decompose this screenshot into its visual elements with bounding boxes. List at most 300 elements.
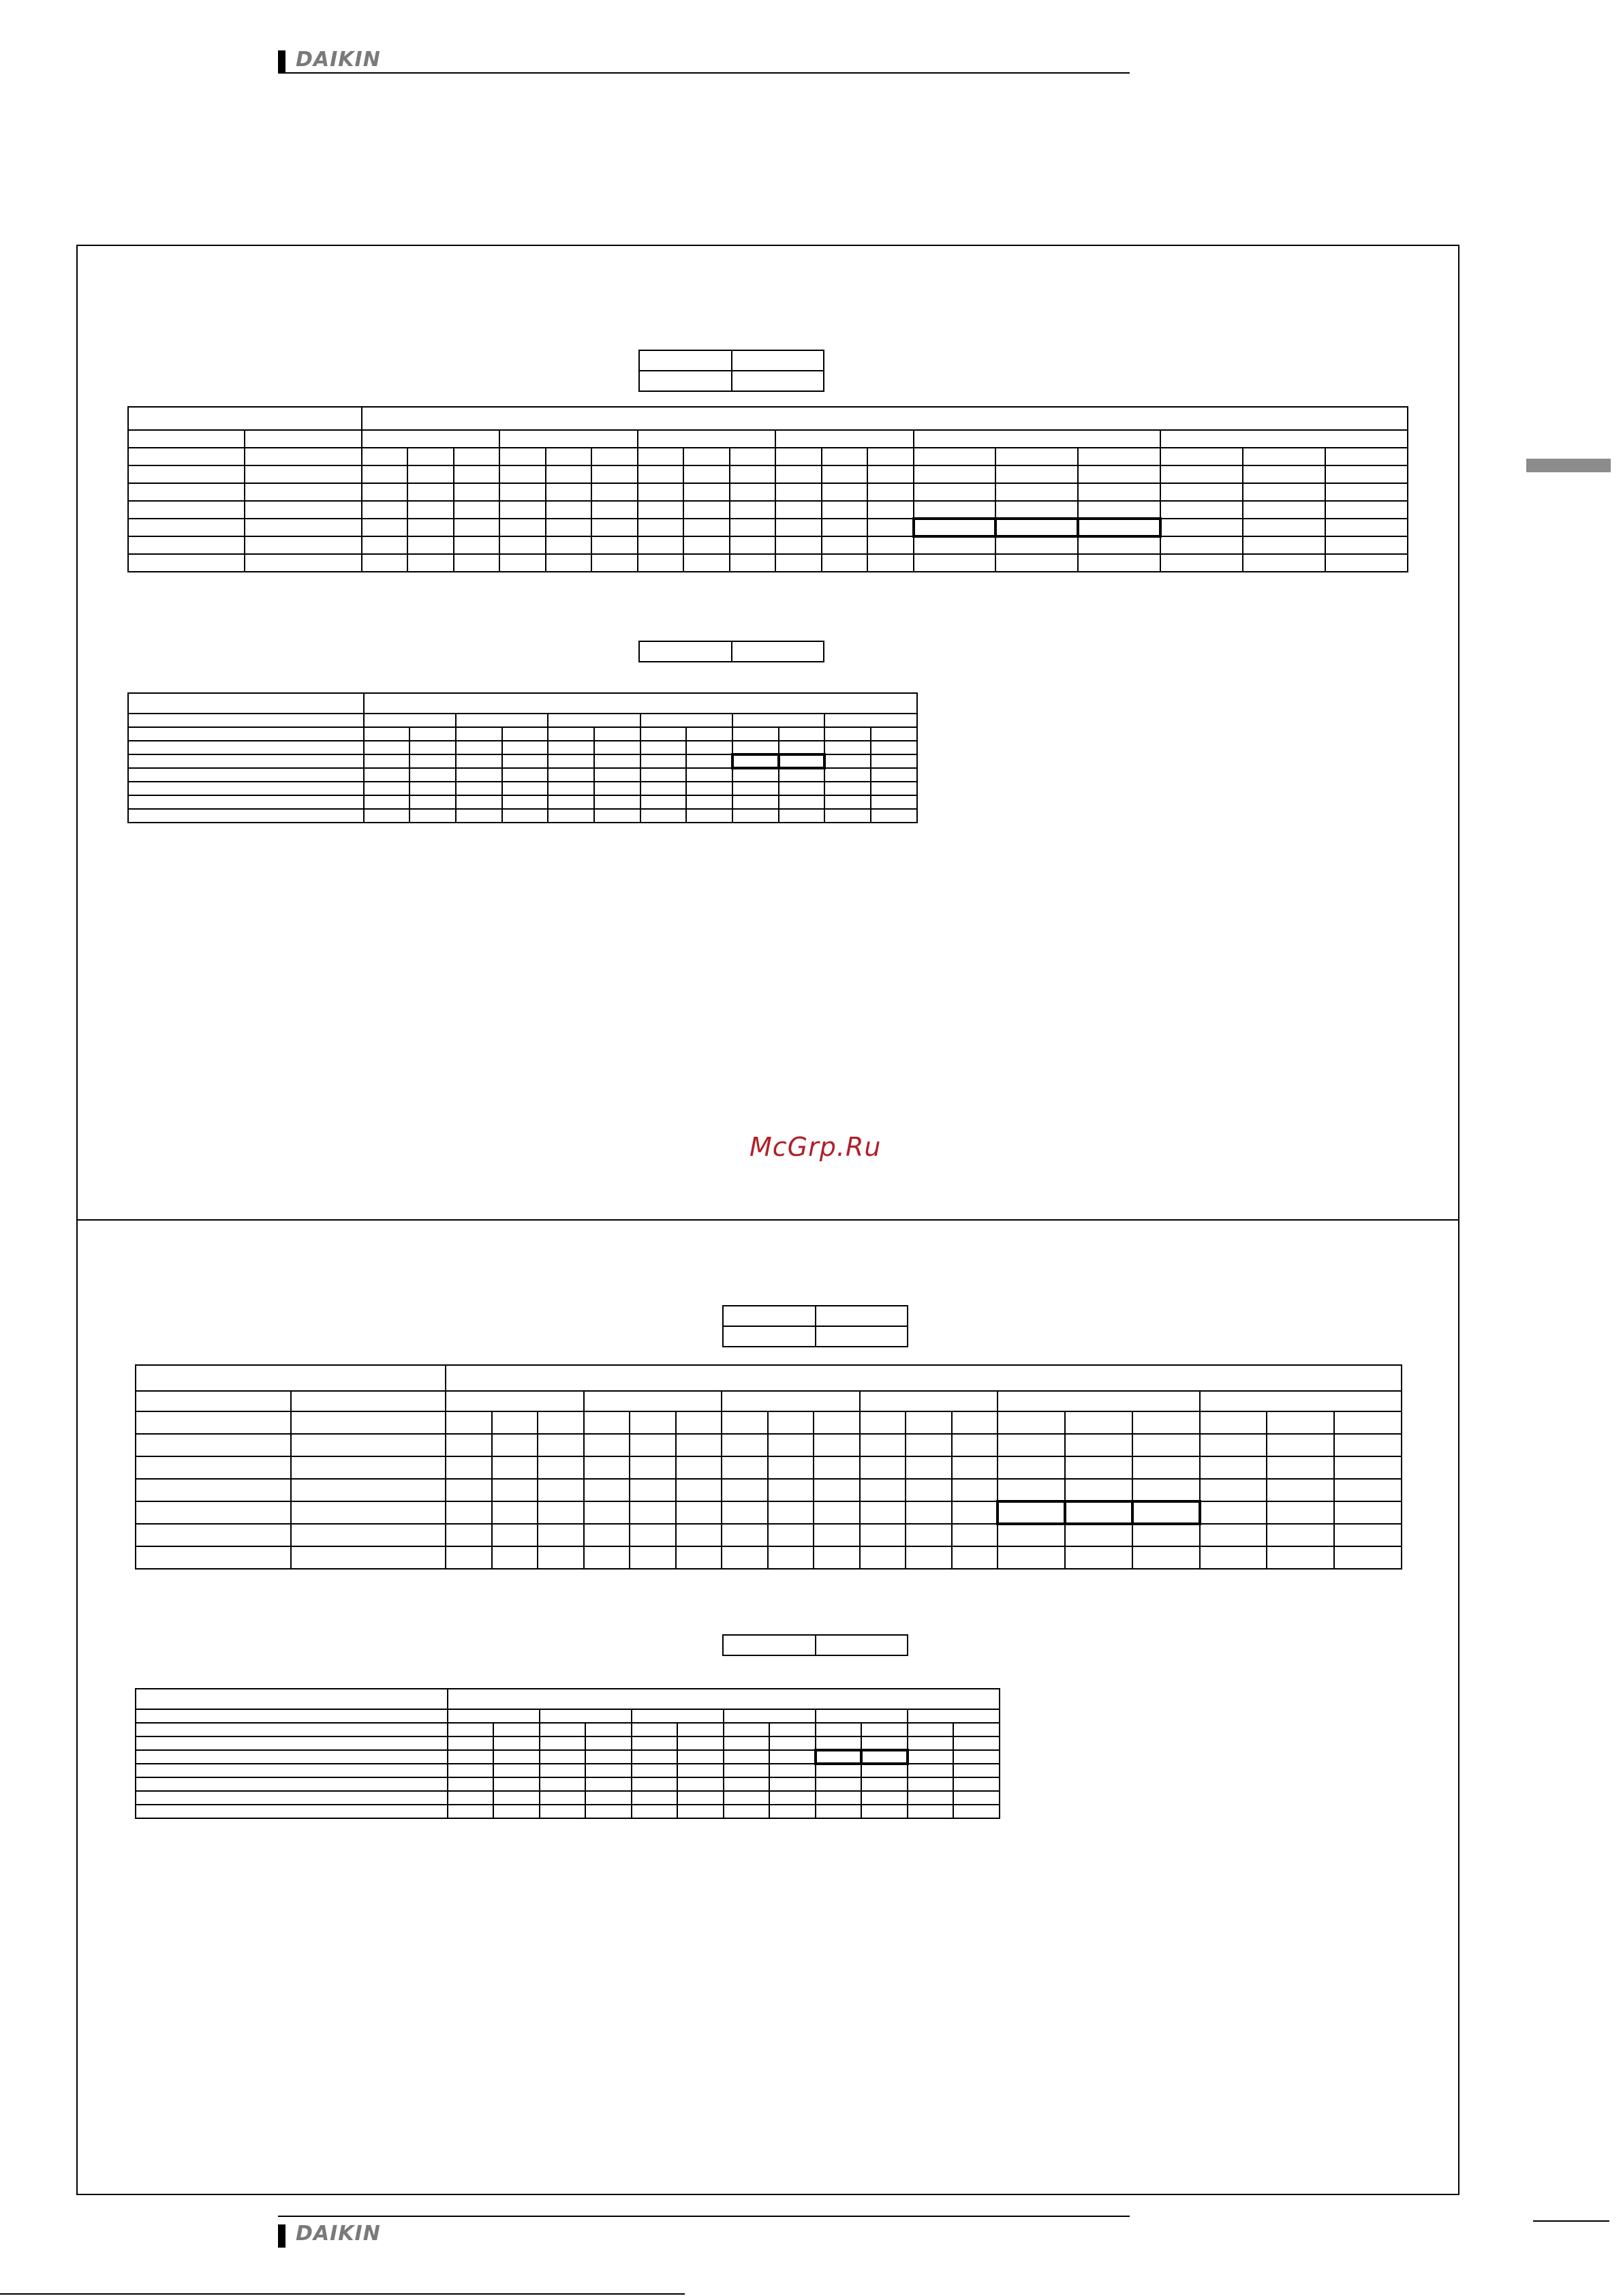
table-cell — [769, 1736, 816, 1750]
table-row — [136, 1546, 1402, 1569]
table-cell — [860, 1479, 906, 1501]
table-cell — [952, 1501, 998, 1524]
table-cell — [548, 714, 640, 727]
table-cell — [953, 1750, 1000, 1764]
table-cell — [245, 554, 361, 572]
table-cell — [677, 1723, 724, 1736]
table-cell — [446, 1411, 492, 1434]
table-cell — [775, 465, 822, 483]
table-cell — [1132, 1546, 1200, 1569]
table-cell — [640, 809, 687, 823]
table-cell — [730, 501, 776, 519]
table-cell — [128, 693, 364, 714]
table-cell — [1243, 554, 1325, 572]
table-header-row — [128, 407, 1408, 430]
table-cell — [546, 501, 592, 519]
table-cell — [906, 1501, 952, 1524]
table-cell — [816, 1777, 862, 1791]
table-cell — [364, 809, 410, 823]
table-cell — [128, 768, 364, 782]
table-cell — [291, 1391, 446, 1411]
table-cell — [906, 1524, 952, 1546]
table-cell — [816, 1736, 862, 1750]
table-cell — [136, 1777, 448, 1791]
header-rule — [278, 72, 1130, 74]
table-cell — [362, 430, 500, 448]
table-cell — [448, 1791, 494, 1805]
table-cell — [867, 519, 914, 536]
table-cell — [871, 795, 917, 809]
table-cell — [1160, 536, 1243, 554]
table-cell — [1243, 519, 1325, 536]
table-cell — [867, 554, 914, 572]
table-cell — [1065, 1479, 1132, 1501]
table-cell — [136, 1411, 291, 1434]
table-cell — [456, 768, 502, 782]
table-row — [136, 1736, 1000, 1750]
table-cell — [732, 714, 824, 727]
table-cell — [638, 501, 684, 519]
table-cell — [1160, 501, 1243, 519]
table-cell — [732, 754, 779, 768]
table-cell — [632, 1723, 678, 1736]
table-cell — [638, 519, 684, 536]
table-cell — [779, 782, 825, 795]
table-cell — [454, 519, 500, 536]
table-cell — [1334, 1456, 1402, 1479]
table-cell — [493, 1805, 540, 1818]
table-cell — [584, 1479, 630, 1501]
table-cell — [407, 554, 454, 572]
table-cell — [953, 1736, 1000, 1750]
table-cell — [640, 714, 732, 727]
table-cell — [364, 754, 410, 768]
table-cell — [446, 1524, 492, 1546]
table-cell — [676, 1524, 722, 1546]
table-cell — [502, 741, 548, 754]
table-cell — [861, 1764, 908, 1777]
table-cell — [1132, 1411, 1200, 1434]
table-cell — [683, 519, 730, 536]
table-cell — [822, 465, 868, 483]
table-cell — [456, 754, 502, 768]
table-cell — [362, 554, 408, 572]
table-cell — [407, 465, 454, 483]
table-cell — [364, 727, 410, 741]
table-cell — [499, 430, 638, 448]
table-cell — [953, 1805, 1000, 1818]
table-cell — [448, 1736, 494, 1750]
table-cell — [861, 1791, 908, 1805]
table-cell — [871, 782, 917, 795]
table-cell — [1065, 1501, 1132, 1524]
table-cell — [540, 1736, 586, 1750]
table-cell — [952, 1456, 998, 1479]
table-cell — [492, 1434, 538, 1456]
table-row — [136, 1791, 1000, 1805]
table-cell — [908, 1736, 954, 1750]
table-cell — [548, 809, 594, 823]
table-cell — [409, 727, 456, 741]
table-cell — [364, 795, 410, 809]
table-cell — [1160, 448, 1243, 465]
table-cell — [953, 1723, 1000, 1736]
table-cell — [1200, 1456, 1267, 1479]
table-cell — [585, 1791, 632, 1805]
table-cell — [732, 727, 779, 741]
table-cell — [676, 1434, 722, 1456]
table-cell — [1200, 1501, 1267, 1524]
table-cell — [779, 795, 825, 809]
table-cell — [824, 768, 871, 782]
table-cell — [502, 795, 548, 809]
upper-capacity-table-2 — [127, 692, 918, 823]
table-cell — [683, 536, 730, 554]
table-cell — [867, 483, 914, 501]
table-cell — [632, 1750, 678, 1764]
table-cell — [676, 1546, 722, 1569]
table-cell — [867, 501, 914, 519]
table-cell — [906, 1434, 952, 1456]
table-cell — [1065, 1546, 1132, 1569]
table-cell — [769, 1764, 816, 1777]
table-cell — [454, 465, 500, 483]
table-cell — [585, 1736, 632, 1750]
table-cell — [630, 1411, 676, 1434]
table-cell — [768, 1456, 814, 1479]
table-cell — [499, 554, 546, 572]
table-cell — [1325, 483, 1408, 501]
table-cell — [914, 519, 996, 536]
table-cell — [245, 519, 361, 536]
table-cell — [995, 536, 1078, 554]
table-cell — [822, 519, 868, 536]
table-cell — [1078, 448, 1160, 465]
table-cell — [677, 1736, 724, 1750]
table-cell — [1200, 1524, 1267, 1546]
table-cell — [995, 554, 1078, 572]
table-cell — [814, 1456, 860, 1479]
table-cell — [769, 1750, 816, 1764]
table-cell — [632, 1791, 678, 1805]
table-cell — [824, 754, 871, 768]
table-cell — [594, 727, 640, 741]
table-cell — [730, 519, 776, 536]
table-cell — [906, 1479, 952, 1501]
table-cell — [585, 1805, 632, 1818]
table-cell — [1132, 1434, 1200, 1456]
table-cell — [995, 448, 1078, 465]
table-cell — [722, 1501, 768, 1524]
table-cell — [136, 1736, 448, 1750]
table-cell — [1078, 483, 1160, 501]
table-cell — [871, 727, 917, 741]
table-row — [136, 1411, 1402, 1434]
table-cell — [1334, 1411, 1402, 1434]
table-cell — [1078, 465, 1160, 483]
table-cell — [1065, 1434, 1132, 1456]
table-cell — [136, 1479, 291, 1501]
table-cell — [908, 1764, 954, 1777]
table-cell — [364, 768, 410, 782]
table-cell — [1334, 1501, 1402, 1524]
table-cell — [768, 1524, 814, 1546]
table-cell — [546, 536, 592, 554]
table-cell — [630, 1524, 676, 1546]
table-row — [128, 519, 1408, 536]
table-cell — [676, 1479, 722, 1501]
table-cell — [456, 714, 548, 727]
table-cell — [1334, 1479, 1402, 1501]
page-number-rule — [1533, 2220, 1609, 2222]
table-row — [136, 1723, 1000, 1736]
table-cell — [914, 430, 1161, 448]
table-cell — [584, 1501, 630, 1524]
table-cell — [860, 1524, 906, 1546]
table-cell — [128, 795, 364, 809]
table-cell — [769, 1805, 816, 1818]
table-cell — [456, 809, 502, 823]
table-cell — [775, 483, 822, 501]
table-cell — [1200, 1546, 1267, 1569]
table-cell — [1325, 501, 1408, 519]
table-cell — [540, 1709, 632, 1723]
table-cell — [362, 465, 408, 483]
table-cell — [676, 1501, 722, 1524]
table-cell — [362, 483, 408, 501]
table-cell — [128, 519, 245, 536]
table-cell — [128, 501, 245, 519]
table-cell — [998, 1501, 1065, 1524]
table-cell — [548, 795, 594, 809]
table-cell — [502, 754, 548, 768]
table-cell — [454, 501, 500, 519]
table-cell — [1325, 554, 1408, 572]
table-cell — [952, 1479, 998, 1501]
table-cell — [677, 1750, 724, 1764]
table-cell — [822, 554, 868, 572]
table-cell — [822, 536, 868, 554]
table-cell — [1065, 1456, 1132, 1479]
table-cell — [861, 1750, 908, 1764]
table-cell — [128, 554, 245, 572]
table-cell — [640, 795, 687, 809]
table-cell — [775, 430, 914, 448]
table-row — [136, 1764, 1000, 1777]
table-cell — [128, 430, 245, 448]
table-cell — [546, 519, 592, 536]
table-cell — [448, 1764, 494, 1777]
table-cell — [409, 795, 456, 809]
table-cell — [448, 1689, 1000, 1709]
table-cell — [585, 1777, 632, 1791]
table-cell — [1267, 1501, 1334, 1524]
table-cell — [632, 1764, 678, 1777]
table-cell — [1200, 1479, 1267, 1501]
table-cell — [407, 501, 454, 519]
table-cell — [1200, 1434, 1267, 1456]
table-cell — [867, 448, 914, 465]
table-cell — [136, 1723, 448, 1736]
table-cell — [732, 795, 779, 809]
table-cell — [816, 1750, 862, 1764]
table-cell — [686, 754, 732, 768]
footer-logo — [278, 2222, 1130, 2245]
table-cell — [867, 465, 914, 483]
table-cell — [779, 768, 825, 782]
table-cell — [364, 714, 456, 727]
table-row — [128, 536, 1408, 554]
table-cell — [128, 727, 364, 741]
table-cell — [677, 1764, 724, 1777]
table-cell — [816, 1709, 908, 1723]
table-cell — [492, 1411, 538, 1434]
table-row — [128, 465, 1408, 483]
table-cell — [546, 554, 592, 572]
table-cell — [136, 1764, 448, 1777]
table-cell — [291, 1479, 446, 1501]
table-cell — [860, 1456, 906, 1479]
table-cell — [995, 483, 1078, 501]
table-cell — [824, 782, 871, 795]
table-cell — [493, 1723, 540, 1736]
table-cell — [998, 1456, 1065, 1479]
table-cell — [502, 782, 548, 795]
table-cell — [640, 782, 687, 795]
table-cell — [860, 1546, 906, 1569]
table-cell — [492, 1524, 538, 1546]
table-cell — [871, 768, 917, 782]
table-cell — [362, 536, 408, 554]
table-cell — [908, 1750, 954, 1764]
table-cell — [1334, 1434, 1402, 1456]
table-cell — [638, 465, 684, 483]
table-cell — [816, 1723, 862, 1736]
table-cell — [446, 1546, 492, 1569]
table-cell — [448, 1709, 540, 1723]
table-cell — [409, 782, 456, 795]
table-cell — [128, 483, 245, 501]
table-cell — [861, 1777, 908, 1791]
table-cell — [768, 1434, 814, 1456]
table-cell — [538, 1524, 584, 1546]
table-cell — [814, 1411, 860, 1434]
table-row — [136, 1501, 1402, 1524]
table-cell — [860, 1391, 998, 1411]
table-cell — [492, 1456, 538, 1479]
table-cell — [769, 1777, 816, 1791]
table-cell — [1132, 1479, 1200, 1501]
table-cell — [816, 1764, 862, 1777]
table-cell — [409, 754, 456, 768]
table-cell — [407, 483, 454, 501]
table-cell — [1325, 536, 1408, 554]
table-cell — [245, 465, 361, 483]
table-cell — [952, 1546, 998, 1569]
table-cell — [136, 1501, 291, 1524]
table-cell — [1325, 448, 1408, 465]
table-cell — [245, 536, 361, 554]
table-cell — [779, 754, 825, 768]
table-header-row — [128, 714, 917, 727]
table-cell — [722, 1456, 768, 1479]
table-cell — [722, 1479, 768, 1501]
table-cell — [1078, 501, 1160, 519]
upper-model-box-2 — [638, 641, 824, 662]
table-cell — [814, 1524, 860, 1546]
table-cell — [448, 1750, 494, 1764]
table-cell — [953, 1777, 1000, 1791]
table-cell — [768, 1411, 814, 1434]
logo-mark — [278, 2224, 285, 2248]
table-cell — [136, 1750, 448, 1764]
table-cell — [995, 501, 1078, 519]
table-cell — [245, 483, 361, 501]
table-cell — [686, 782, 732, 795]
table-cell — [548, 727, 594, 741]
table-cell — [591, 554, 638, 572]
table-cell — [499, 465, 546, 483]
table-cell — [775, 536, 822, 554]
logo-mark — [278, 50, 285, 74]
table-cell — [1078, 554, 1160, 572]
table-cell — [409, 809, 456, 823]
table-cell — [730, 448, 776, 465]
table-row — [128, 741, 917, 754]
table-cell — [730, 536, 776, 554]
table-cell — [493, 1791, 540, 1805]
table-cell — [998, 1391, 1199, 1411]
table-cell — [769, 1791, 816, 1805]
table-cell — [448, 1777, 494, 1791]
table-cell — [683, 501, 730, 519]
table-cell — [822, 483, 868, 501]
table-cell — [456, 782, 502, 795]
table-cell — [538, 1546, 584, 1569]
table-cell — [686, 768, 732, 782]
table-cell — [683, 483, 730, 501]
table-cell — [538, 1456, 584, 1479]
table-cell — [640, 741, 687, 754]
table-cell — [594, 741, 640, 754]
table-cell — [362, 448, 408, 465]
table-cell — [245, 501, 361, 519]
table-cell — [1132, 1456, 1200, 1479]
table-cell — [998, 1411, 1065, 1434]
table-cell — [584, 1456, 630, 1479]
table-cell — [591, 465, 638, 483]
table-cell — [584, 1391, 722, 1411]
table-cell — [816, 1791, 862, 1805]
table-cell — [128, 536, 245, 554]
table-cell — [1267, 1479, 1334, 1501]
table-cell — [1243, 536, 1325, 554]
table-header-row — [136, 1709, 1000, 1723]
table-cell — [245, 430, 361, 448]
table-cell — [128, 407, 362, 430]
table-cell — [640, 754, 687, 768]
table-cell — [724, 1736, 770, 1750]
table-cell — [1325, 465, 1408, 483]
table-cell — [638, 430, 776, 448]
table-cell — [538, 1479, 584, 1501]
lower-capacity-table-2 — [135, 1688, 1000, 1819]
table-row — [136, 1434, 1402, 1456]
table-header-row — [128, 430, 1408, 448]
table-cell — [584, 1411, 630, 1434]
table-row — [136, 1805, 1000, 1818]
table-cell — [722, 1524, 768, 1546]
